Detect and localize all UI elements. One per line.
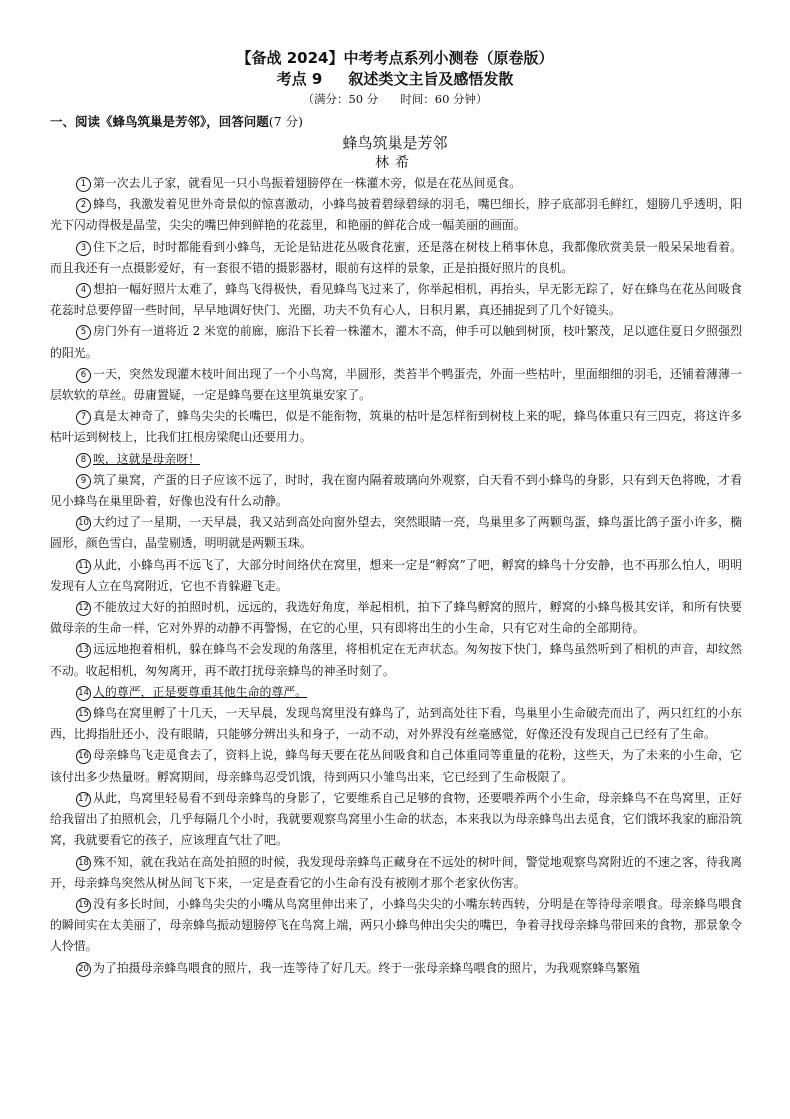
- paragraph-number: 11: [76, 559, 91, 574]
- paragraph-number: 15: [76, 707, 91, 722]
- article-paragraph: [50, 703, 742, 745]
- paragraph-number: 3: [76, 241, 91, 256]
- paragraph-text: 远远地抱着相机，躲在蜂鸟不会发现的角落里，将相机定在无声状态。匆匆按下快门，蜂鸟虽然听到了相机的声音，却纹然不动。收起相机，匆匆离开，再不敢打扰母亲蜂鸟的神圣时刻了。: [50, 642, 742, 678]
- article-paragraph: [50, 237, 742, 279]
- question-label: 一、阅读《蜂鸟筑巢是芳邻》，回答问题: [50, 114, 269, 129]
- paragraph-number: 19: [76, 898, 91, 913]
- paragraph-text: 真是太神奇了，蜂鸟尖尖的长嘴巴，似是不能衔物，筑巢的枯叶是怎样衔到树枝上来的呢，蜂鸟体重只有三四克，将这许多枯叶运到树枝上，比我们扛根房梁爬山还要用力。: [50, 409, 742, 445]
- paragraph-text: 殊不知，就在我站在高处拍照的时候，我发现母亲蜂鸟正藏身在不远处的树叶间，警觉地观察鸟窝附近的不速之客，待我离开，母亲蜂鸟突然从树丛间飞下来，一定是查看它的小生命有没有被刚才那个老家伙伤害。: [50, 854, 742, 890]
- paragraph-text: 没有多长时间，小蜂鸟尖尖的小嘴从鸟窝里伸出来了，小蜂鸟尖尖的小嘴东转西转，分明是在等待母亲喂食。母亲蜂鸟喂食的瞬间实在太美丽了，母亲蜂鸟振动翅膀停飞在鸟窝上端，两只小蜂鸟伸出尖尖的嘴巴，争着寻找母亲蜂鸟带回来的食物，那景象令人怜惜。: [50, 896, 742, 954]
- exam-time: 时间：60 分钟）: [400, 92, 488, 106]
- paragraph-number: 14: [76, 686, 91, 701]
- paragraph-text: 从此，小蜂鸟再不远飞了，大部分时间络伏在窝里，想来一定是“孵窝”了吧，孵窝的蜂鸟十分安静，也不再那么怕人，明明发现有人立在鸟窝附近，它也不肯躲避飞走。: [50, 557, 742, 593]
- paragraph-text: 一天，突然发现灌木枝叶间出现了一个小鸟窝，半圆形，类苔半个鸭蛋壳，外面一些枯叶，里面细细的羽毛，还铺着薄薄一层软软的草丝。毋庸置疑，一定是蜂鸟要在这里筑巢安家了。: [50, 366, 742, 403]
- paragraph-text: 想拍一幅好照片太难了，蜂鸟飞得极快，看见蜂鸟飞过来了，你举起相机，再抬头，早无影无踪了，好在蜂鸟在花丛间吸食花蕊时总要停留一些时间，早早地调好快门、光圈，功夫不负有心人，日积月累，真还捕捉到了几个好镜头。: [50, 282, 742, 318]
- question-heading: [50, 113, 303, 131]
- paragraph-number: 1: [76, 177, 91, 192]
- paragraph-text: 筑了巢窝，产蛋的日子应该不远了，时时，我在窗内隔着玻璃向外观察，白天看不到小蜂鸟的身影，只有到天色将晚，才看见小蜂鸟在巢里卧着，好像也没有什么动静。: [50, 472, 742, 509]
- exam-title: 【备战 2024】中考考点系列小测卷（原卷版）: [236, 49, 554, 67]
- paragraph-number: 9: [76, 474, 91, 489]
- article-paragraph: [50, 639, 742, 681]
- paragraph-number: 18: [76, 856, 91, 871]
- question-points: (7 分): [268, 114, 303, 129]
- paragraph-text: 为了拍摄母亲蜂鸟喂食的照片，我一连等待了好几天。终于一张母亲蜂鸟喂食的照片，为我观察蜂鸟繁殖: [93, 960, 640, 975]
- article-body: [50, 173, 742, 979]
- exam-subtitle: [0, 69, 790, 89]
- article-paragraph: [50, 173, 742, 194]
- article-paragraph: [50, 555, 742, 597]
- article-paragraph: [50, 958, 742, 979]
- exam-meta: [0, 91, 790, 107]
- paragraph-text: 第一次去儿子家，就看见一只小鸟振着翅膀停在一株灌木旁，似是在花丛间觅食。: [93, 176, 522, 190]
- article-paragraph: [50, 597, 742, 639]
- exam-subtitle-topic: 叙述类文主旨及感悟发散: [348, 70, 514, 88]
- article-title: 蜂鸟筑巢是芳邻: [342, 134, 448, 152]
- paragraph-text: 大约过了一星期，一天早晨，我又站到高处向窗外望去，突然眼睛一亮，鸟巢里多了两颗鸟蛋，蜂鸟蛋比鸽子蛋小许多，椭圆形，颜色雪白，晶莹剔透，明明就是两颗玉珠。: [50, 515, 742, 551]
- paragraph-text: 唉，这就是母亲呀！: [93, 451, 201, 466]
- paragraph-text: 蜂鸟在窝里孵了十几天，一天早晨，发现鸟窝里没有蜂鸟了，站到高处往下看，鸟巢里小生命破壳而出了，两只红红的小东西，比拇指肚还小，没有眼睛，只能够分辨出头和身子，一动不动，对外界没有丝毫感觉，好像还没有发现自己已经有了生命。: [50, 706, 742, 742]
- paragraph-number: 13: [76, 643, 91, 658]
- paragraph-number: 5: [76, 325, 91, 340]
- exam-subtitle-topic-number: 考点 9: [276, 70, 323, 88]
- paragraph-text: 蜂鸟，我激发着见世外奇景似的惊喜激动，小蜂鸟披着碧绿碧绿的羽毛，嘴巴细长，脖子底部羽毛鲜红，翅膀几乎透明，阳光下闪动得极是晶莹，尖尖的嘴巴伸到鲜艳的花蕊里，和艳丽的鲜花合成一幅美丽的画面。: [50, 197, 742, 233]
- article-author: 林希: [375, 155, 415, 171]
- article-paragraph: [50, 894, 742, 958]
- paragraph-number: 4: [76, 283, 91, 298]
- article-paragraph: [50, 682, 742, 703]
- paragraph-number: 10: [76, 516, 91, 531]
- paragraph-text: 从此，鸟窝里轻易看不到母亲蜂鸟的身影了，它要维系自己足够的食物，还要喂养两个小生命，母亲蜂鸟不在鸟窝里，正好给我留出了拍照机会，几乎每隔几个小时，我就要观察鸟窝里小生命的状态，本来我以为母亲蜂鸟出去觅食，它们饿坏我家的廊沿筑窝，我就要看它的孩子，应该理直气壮了吧。: [50, 790, 742, 848]
- article-paragraph: [50, 512, 742, 554]
- article-paragraph: [50, 449, 742, 470]
- paragraph-text: 房门外有一道将近 2 米宽的前廊，廊沿下长着一株灌木，灌木不高，伸手可以触到树顶，枝叶繁茂，足以遮住夏日夕照强烈的阳光。: [50, 324, 742, 360]
- paragraph-text: 人的尊严，正是要尊重其他生命的尊严。: [93, 684, 308, 699]
- article-paragraph: [50, 788, 742, 852]
- paragraph-number: 2: [76, 198, 91, 213]
- article-paragraph: [50, 470, 742, 512]
- paragraph-number: 17: [76, 792, 91, 807]
- paragraph-number: 7: [76, 410, 91, 425]
- article-paragraph: [50, 194, 742, 236]
- article-paragraph: [50, 321, 742, 363]
- paragraph-number: 8: [76, 453, 91, 468]
- article-paragraph: [50, 406, 742, 448]
- article-paragraph: [50, 364, 742, 406]
- exam-score: （满分：50 分: [302, 92, 379, 106]
- paragraph-number: 12: [76, 601, 91, 616]
- article-paragraph: [50, 279, 742, 321]
- paragraph-number: 20: [76, 962, 91, 977]
- paragraph-text: 母亲蜂鸟飞走觅食去了，资料上说，蜂鸟每天要在花丛间吸食和自己体重同等重量的花粉，这些天，为了未来的小生命，它该付出多少热量呀。孵窝期间，母亲蜂鸟忍受饥饿，待到两只小雏鸟出来，它已经到了生命极限了。: [50, 748, 742, 784]
- paragraph-text: 不能放过大好的拍照时机，远远的，我选好角度，举起相机，拍下了蜂鸟孵窝的照片，孵窝的小蜂鸟极其安详，和所有快要做母亲的生命一样，它对外界的动静不再警惕，在它的心里，只有即将出生的小生命，只有它对生命的全部期待。: [50, 600, 742, 636]
- paragraph-text: 住下之后，时时都能看到小蜂鸟，无论是钻进花丛吸食花蜜，还是落在树枝上稍事休息，我都像欣赏美景一般呆呆地看着。而且我还有一点摄影爱好，有一套很不错的摄影器材，眼前有这样的景象，正是拍摄好照片的良机。: [50, 239, 742, 275]
- paragraph-number: 6: [76, 368, 91, 383]
- article-paragraph: [50, 745, 742, 787]
- article-paragraph: [50, 852, 742, 894]
- paragraph-number: 16: [76, 749, 91, 764]
